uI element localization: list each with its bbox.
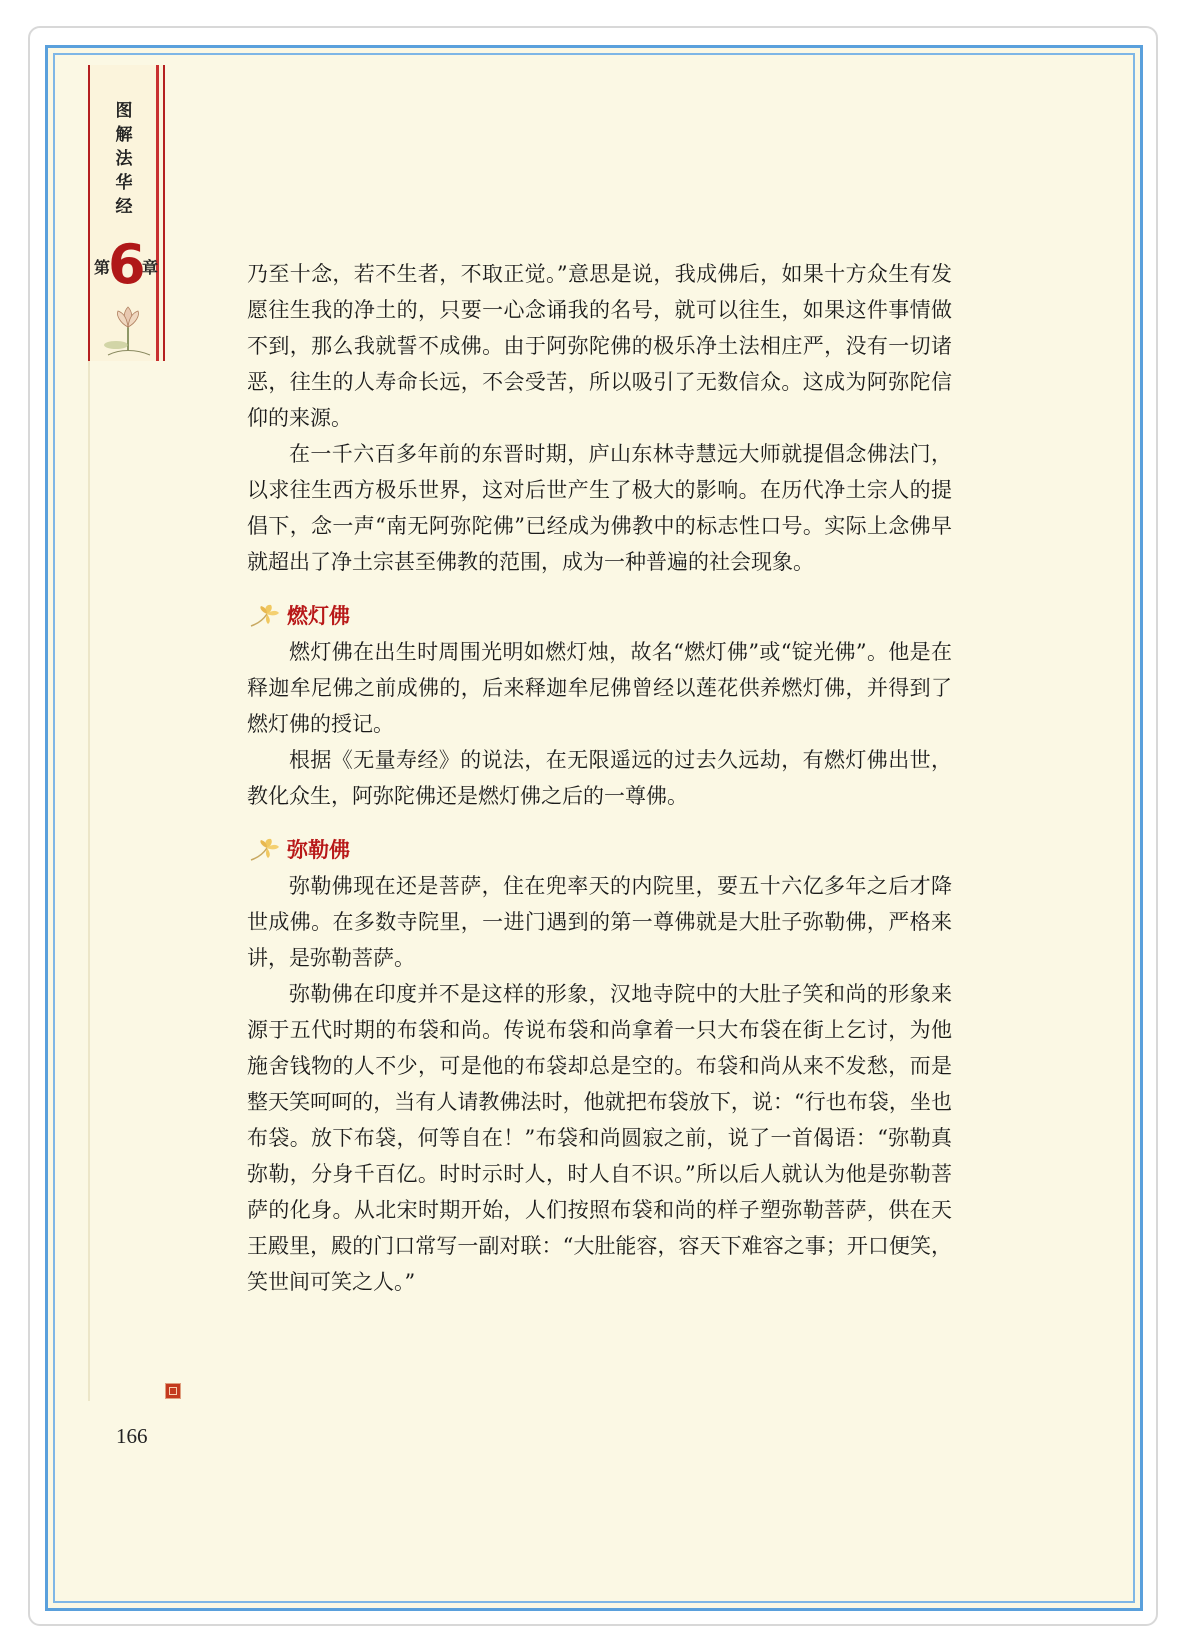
paragraph: 燃灯佛在出生时周围光明如燃灯烛，故名“燃灯佛”或“锭光佛”。他是在释迦牟尼佛之前成佛的，后来释迦牟尼佛曾经以莲花供养燃灯佛，并得到了燃灯佛的授记。 xyxy=(247,640,952,736)
lotus-flower-icon xyxy=(247,602,281,630)
section-title: 燃灯佛 xyxy=(287,604,350,628)
paragraph: 弥勒佛在印度并不是这样的形象，汉地寺院中的大肚子笑和尚的形象来源于五代时期的布袋和尚。传说布袋和尚拿着一只大布袋在街上乞讨，为他施舍钱物的人不少，可是他的布袋却总是空的。布袋和尚从来不发愁，而是整天笑呵呵的，当有人请教佛法时，他就把布袋放下，说：“行也布袋，坐也布袋。放下布袋，何等自在！”布袋和尚圆寂之前，说了一首偈语：“弥勒真弥勒，分身千百亿。时时示时人，时人自不识。”所以后人就认为他是弥勒菩萨的化身。从北宋时期开始，人们按照布袋和尚的样子塑弥勒菩萨，供在天王殿里，殿的门口常写一副对联：“大肚能容，容天下难容之事；开口便笑，笑世间可笑之人。” xyxy=(247,982,952,1294)
section-heading-mile xyxy=(247,832,952,868)
section-heading-randeng xyxy=(247,598,952,634)
page-number: 166 xyxy=(116,1424,148,1448)
paragraph: 乃至十念，若不生者，不取正觉。”意思是说，我成佛后，如果十方众生有发愿往生我的净土的，只要一心念诵我的名号，就可以往生，如果这件事情做不到，那么我就誓不成佛。由于阿弥陀佛的极乐净土法相庄严，没有一切诸恶，往生的人寿命长远，不会受苦，所以吸引了无数信众。这成为阿弥陀信仰的来源。 xyxy=(247,262,952,430)
chapter-suffix: 章 xyxy=(142,258,159,277)
main-text xyxy=(247,256,952,1300)
side-tab-strip xyxy=(156,65,159,361)
chapter-marker xyxy=(94,233,164,297)
paragraph: 弥勒佛现在还是菩萨，住在兜率天的内院里，要五十六亿多年之后才降世成佛。在多数寺院里，一进门遇到的第一尊佛就是大肚子弥勒佛，严格来讲，是弥勒菩萨。 xyxy=(247,874,952,970)
chapter-prefix: 第 xyxy=(94,258,111,277)
side-divider xyxy=(88,361,90,1401)
book-title: 图解法华经 xyxy=(115,101,133,217)
paragraph: 根据《无量寿经》的说法，在无限遥远的过去久远劫，有燃灯佛出世，教化众生，阿弥陀佛还是燃灯佛之后的一尊佛。 xyxy=(247,748,952,808)
lotus-flower-icon xyxy=(247,836,281,864)
section-title: 弥勒佛 xyxy=(287,838,350,862)
chapter-side-tab xyxy=(88,65,165,361)
chapter-number: 6 xyxy=(108,233,146,296)
paragraph: 在一千六百多年前的东晋时期，庐山东林寺慧远大师就提倡念佛法门，以求往生西方极乐世界，这对后世产生了极大的影响。在历代净土宗人的提倡下，念一声“南无阿弥陀佛”已经成为佛教中的标志性口号。实际上念佛早就超出了净土宗甚至佛教的范围，成为一种普遍的社会现象。 xyxy=(247,442,952,574)
seal-stamp-icon xyxy=(165,1383,181,1399)
lotus-painting-icon xyxy=(100,305,156,359)
